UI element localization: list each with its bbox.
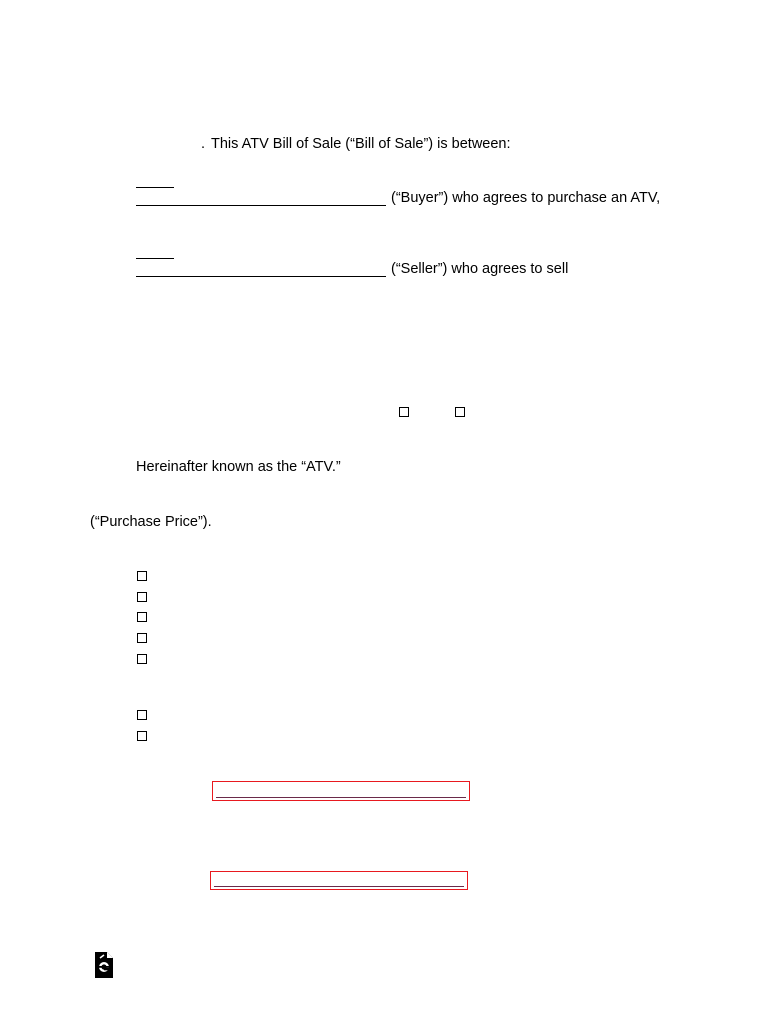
- payment-checkbox-4[interactable]: [137, 633, 147, 643]
- checkbox-option-1[interactable]: [399, 407, 409, 417]
- seller-text: (“Seller”) who agrees to sell: [391, 261, 569, 277]
- form-field-1-underline: [216, 797, 466, 798]
- checkbox-option-2[interactable]: [455, 407, 465, 417]
- payment-checkbox-1[interactable]: [137, 571, 147, 581]
- buyer-date-line[interactable]: [136, 187, 174, 188]
- condition-checkbox-1[interactable]: [137, 710, 147, 720]
- buyer-name-line[interactable]: [136, 205, 386, 206]
- purchase-price-text: (“Purchase Price”).: [90, 514, 212, 530]
- eforms-logo-icon: [95, 952, 113, 978]
- intro-prefix: .: [201, 136, 206, 152]
- condition-checkbox-2[interactable]: [137, 731, 147, 741]
- form-field-2[interactable]: [210, 871, 468, 890]
- intro-sentence: This ATV Bill of Sale (“Bill of Sale”) is between:: [211, 136, 511, 152]
- form-field-1[interactable]: [212, 781, 470, 801]
- atv-note: Hereinafter known as the “ATV.”: [136, 459, 341, 475]
- buyer-text: (“Buyer”) who agrees to purchase an ATV,: [391, 190, 661, 206]
- payment-checkbox-3[interactable]: [137, 612, 147, 622]
- seller-date-line[interactable]: [136, 258, 174, 259]
- form-field-2-underline: [214, 886, 464, 887]
- seller-name-line[interactable]: [136, 276, 386, 277]
- payment-checkbox-5[interactable]: [137, 654, 147, 664]
- payment-checkbox-2[interactable]: [137, 592, 147, 602]
